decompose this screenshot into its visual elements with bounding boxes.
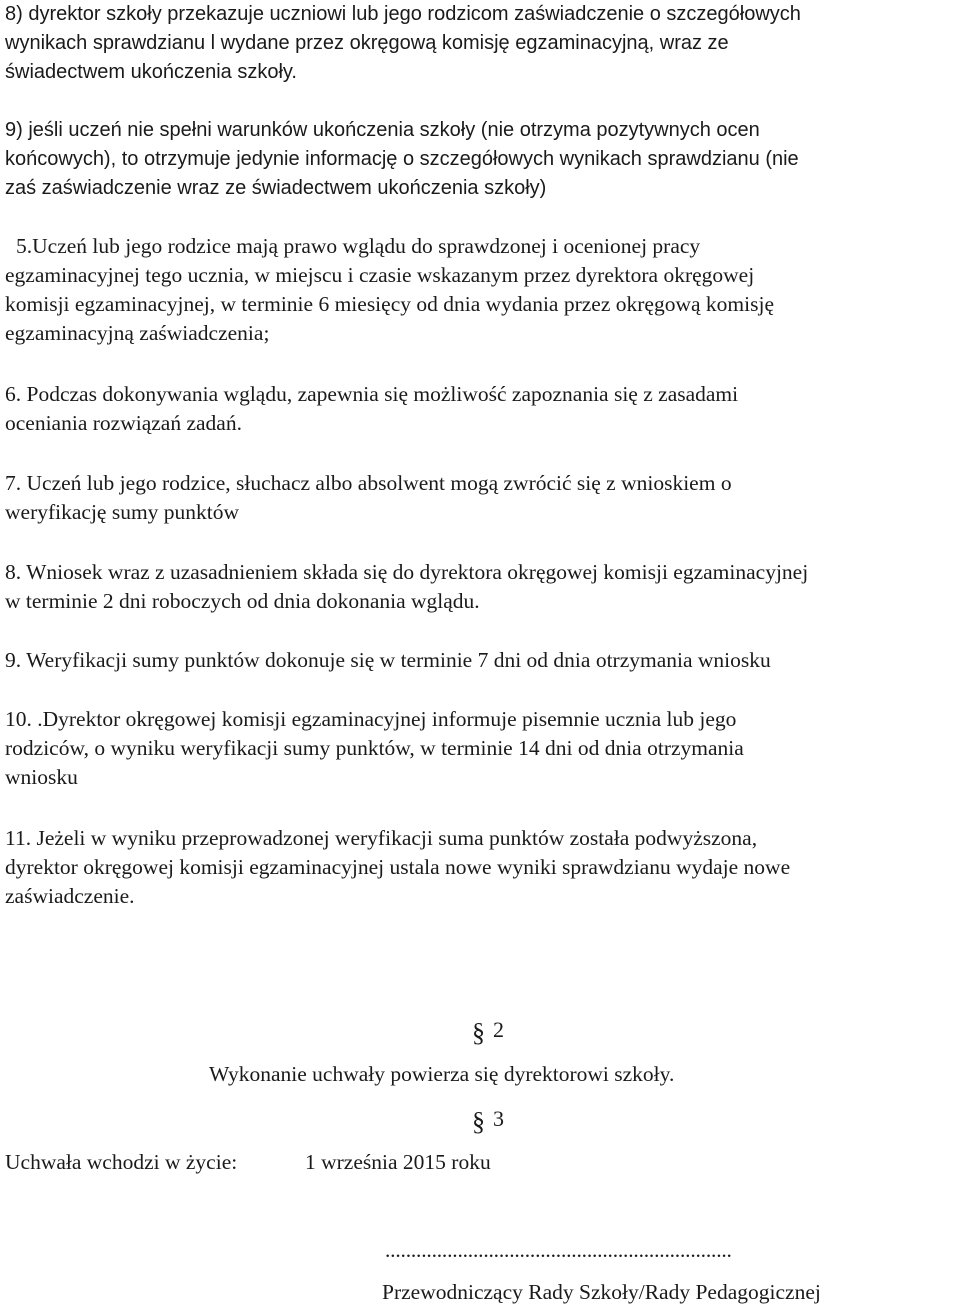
text-line: komisji egzaminacyjnej, w terminie 6 miesięcy od dnia wydania przez okręgową komisję [5, 292, 774, 316]
section-symbol: § [472, 1107, 485, 1136]
section-3-date: 1 września 2015 roku [305, 1150, 491, 1174]
section-2-heading [472, 1015, 504, 1047]
text-line: wniosku [5, 765, 78, 789]
text-line: 7. Uczeń lub jego rodzice, słuchacz albo absolwent mogą zwrócić się z wnioskiem o [5, 471, 732, 495]
section-symbol: § [472, 1018, 485, 1047]
text-line: 9. Weryfikacji sumy punktów dokonuje się w terminie 7 dni od dnia otrzymania wniosku [5, 648, 771, 672]
text-line: egzaminacyjną zaświadczenia; [5, 321, 270, 345]
text-line: 6. Podczas dokonywania wglądu, zapewnia się możliwość zapoznania się z zasadami [5, 382, 739, 406]
text-line: 10. .Dyrektor okręgowej komisji egzaminacyjnej informuje pisemnie ucznia lub jego [5, 707, 737, 731]
text-line: końcowych), to otrzymuje jedynie informację o szczegółowych wynikach sprawdzianu (nie [5, 148, 799, 170]
text-line: oceniania rozwiązań zadań. [5, 411, 242, 435]
text-line: świadectwem ukończenia szkoły. [5, 61, 297, 83]
text-line: wynikach sprawdzianu l wydane przez okręgową komisję egzaminacyjną, wraz ze [5, 32, 729, 54]
text-line: 8) dyrektor szkoły przekazuje uczniowi lub jego rodzicom zaświadczenie o szczegółowych [5, 3, 801, 25]
signature-dots: ................................................................... [385, 1238, 732, 1262]
text-line: zaś zaświadczenie wraz ze świadectwem ukończenia szkoły) [5, 177, 547, 199]
text-line: rodziców, o wyniku weryfikacji sumy punktów, w terminie 14 dni od dnia otrzymania [5, 736, 744, 760]
text-line: egzaminacyjnej tego ucznia, w miejscu i czasie wskazanym przez dyrektora okręgowej [5, 263, 755, 287]
section-number: 2 [493, 1017, 504, 1042]
section-2-text: Wykonanie uchwały powierza się dyrektorowi szkoły. [209, 1062, 675, 1086]
text-line: weryfikację sumy punktów [5, 500, 240, 524]
text-line: 9) jeśli uczeń nie spełni warunków ukończenia szkoły (nie otrzyma pozytywnych ocen [5, 119, 760, 141]
text-line: w terminie 2 dni roboczych od dnia dokonania wglądu. [5, 589, 480, 613]
section-3-label: Uchwała wchodzi w życie: [5, 1150, 238, 1174]
text-line: 5.Uczeń lub jego rodzice mają prawo wglądu do sprawdzonej i ocenionej pracy [16, 234, 701, 258]
text-line: 8. Wniosek wraz z uzasadnieniem składa się do dyrektora okręgowej komisji egzaminacyjnej [5, 560, 809, 584]
text-line: dyrektor okręgowej komisji egzaminacyjnej ustala nowe wyniki sprawdzianu wydaje nowe [5, 855, 791, 879]
signature-title: Przewodniczący Rady Szkoły/Rady Pedagogicznej [382, 1280, 821, 1304]
text-line: zaświadczenie. [5, 884, 135, 908]
section-number: 3 [493, 1106, 504, 1131]
text-line: 11. Jeżeli w wyniku przeprowadzonej weryfikacji suma punktów została podwyższona, [5, 826, 758, 850]
section-3-heading [472, 1104, 504, 1136]
